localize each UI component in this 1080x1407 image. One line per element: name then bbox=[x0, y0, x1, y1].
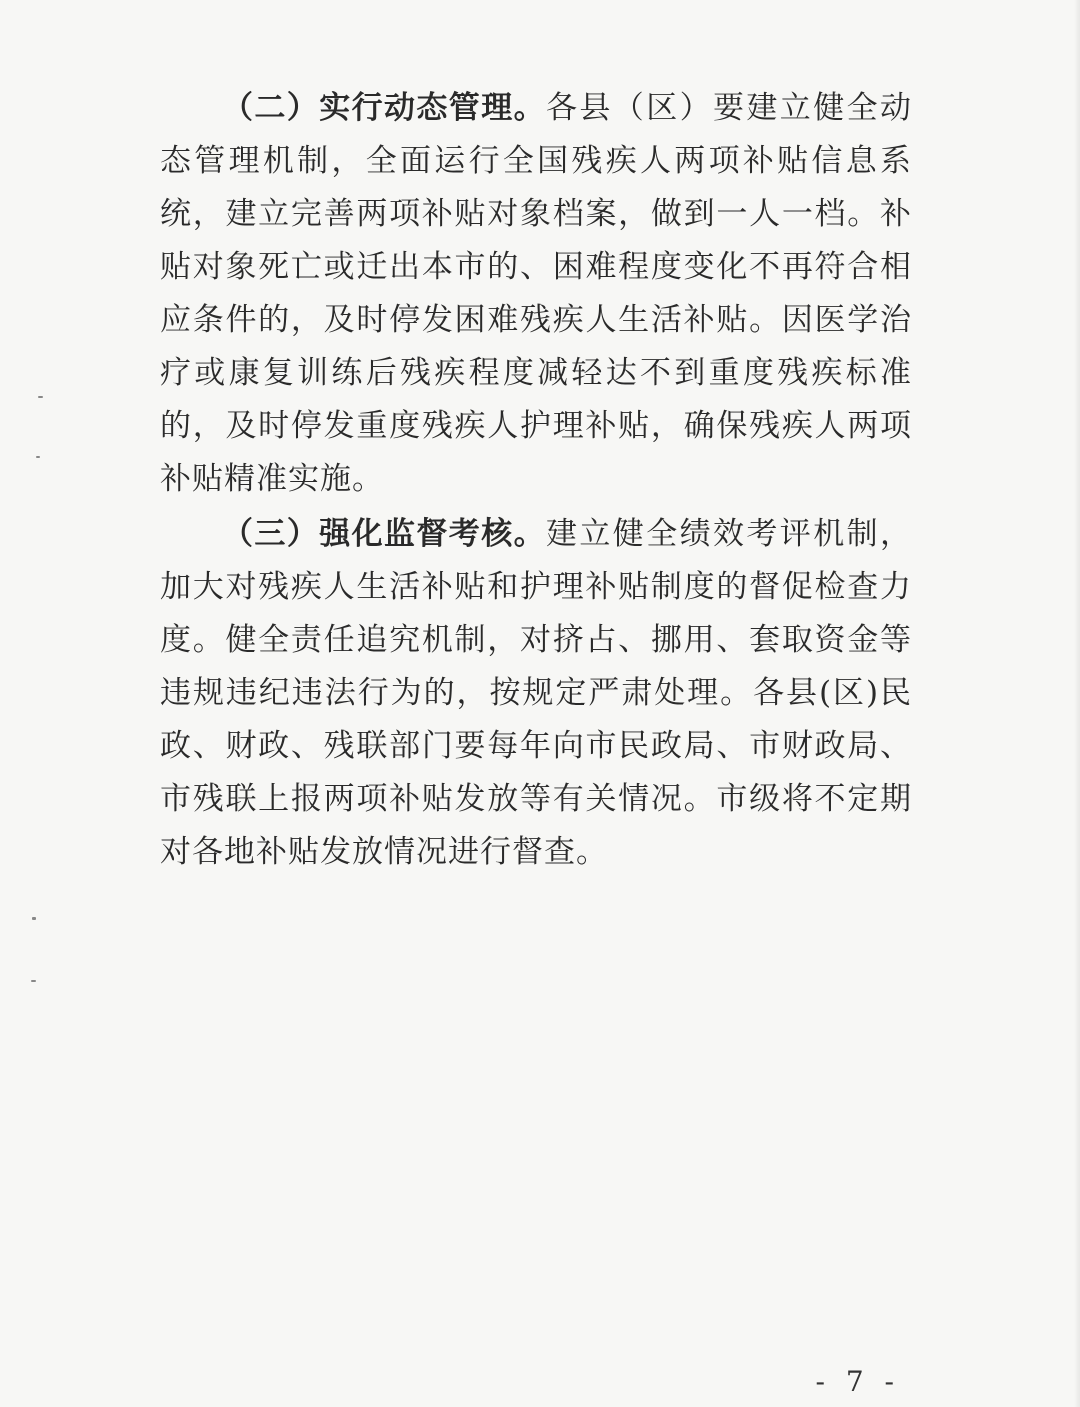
page-edge-shadow bbox=[1074, 0, 1080, 1407]
paragraph-text: 建立健全绩效考评机制，加大对残疾人生活补贴和护理补贴制度的督促检查力度。健全责任追究机制，对挤占、挪用、套取资金等违规违纪违法行为的，按规定严肃处理。各县(区)民政、财政、残联部门要每年向市民政局、市财政局、市残联上报两项补贴发放等有关情况。市级将不定期对各地补贴发放情况进行督查。 bbox=[160, 516, 912, 870]
document-body bbox=[160, 82, 912, 879]
paragraph-heading: （二）实行动态管理。 bbox=[222, 90, 546, 126]
scan-mark bbox=[31, 980, 36, 982]
paragraph-supervision-assessment bbox=[160, 508, 912, 879]
scan-mark bbox=[32, 917, 36, 920]
paragraph-heading: （三）强化监督考核。 bbox=[222, 516, 546, 552]
scan-mark bbox=[38, 396, 43, 398]
page-number: - 7 - bbox=[815, 1365, 900, 1398]
paragraph-text: 各县（区）要建立健全动态管理机制，全面运行全国残疾人两项补贴信息系统，建立完善两项补贴对象档案，做到一人一档。补贴对象死亡或迁出本市的、困难程度变化不再符合相应条件的，及时停发困难残疾人生活补贴。因医学治疗或康复训练后残疾程度减轻达不到重度残疾标准的，及时停发重度残疾人护理补贴，确保残疾人两项补贴精准实施。 bbox=[160, 90, 912, 497]
paragraph-dynamic-management bbox=[160, 82, 912, 506]
scan-mark bbox=[36, 456, 40, 458]
